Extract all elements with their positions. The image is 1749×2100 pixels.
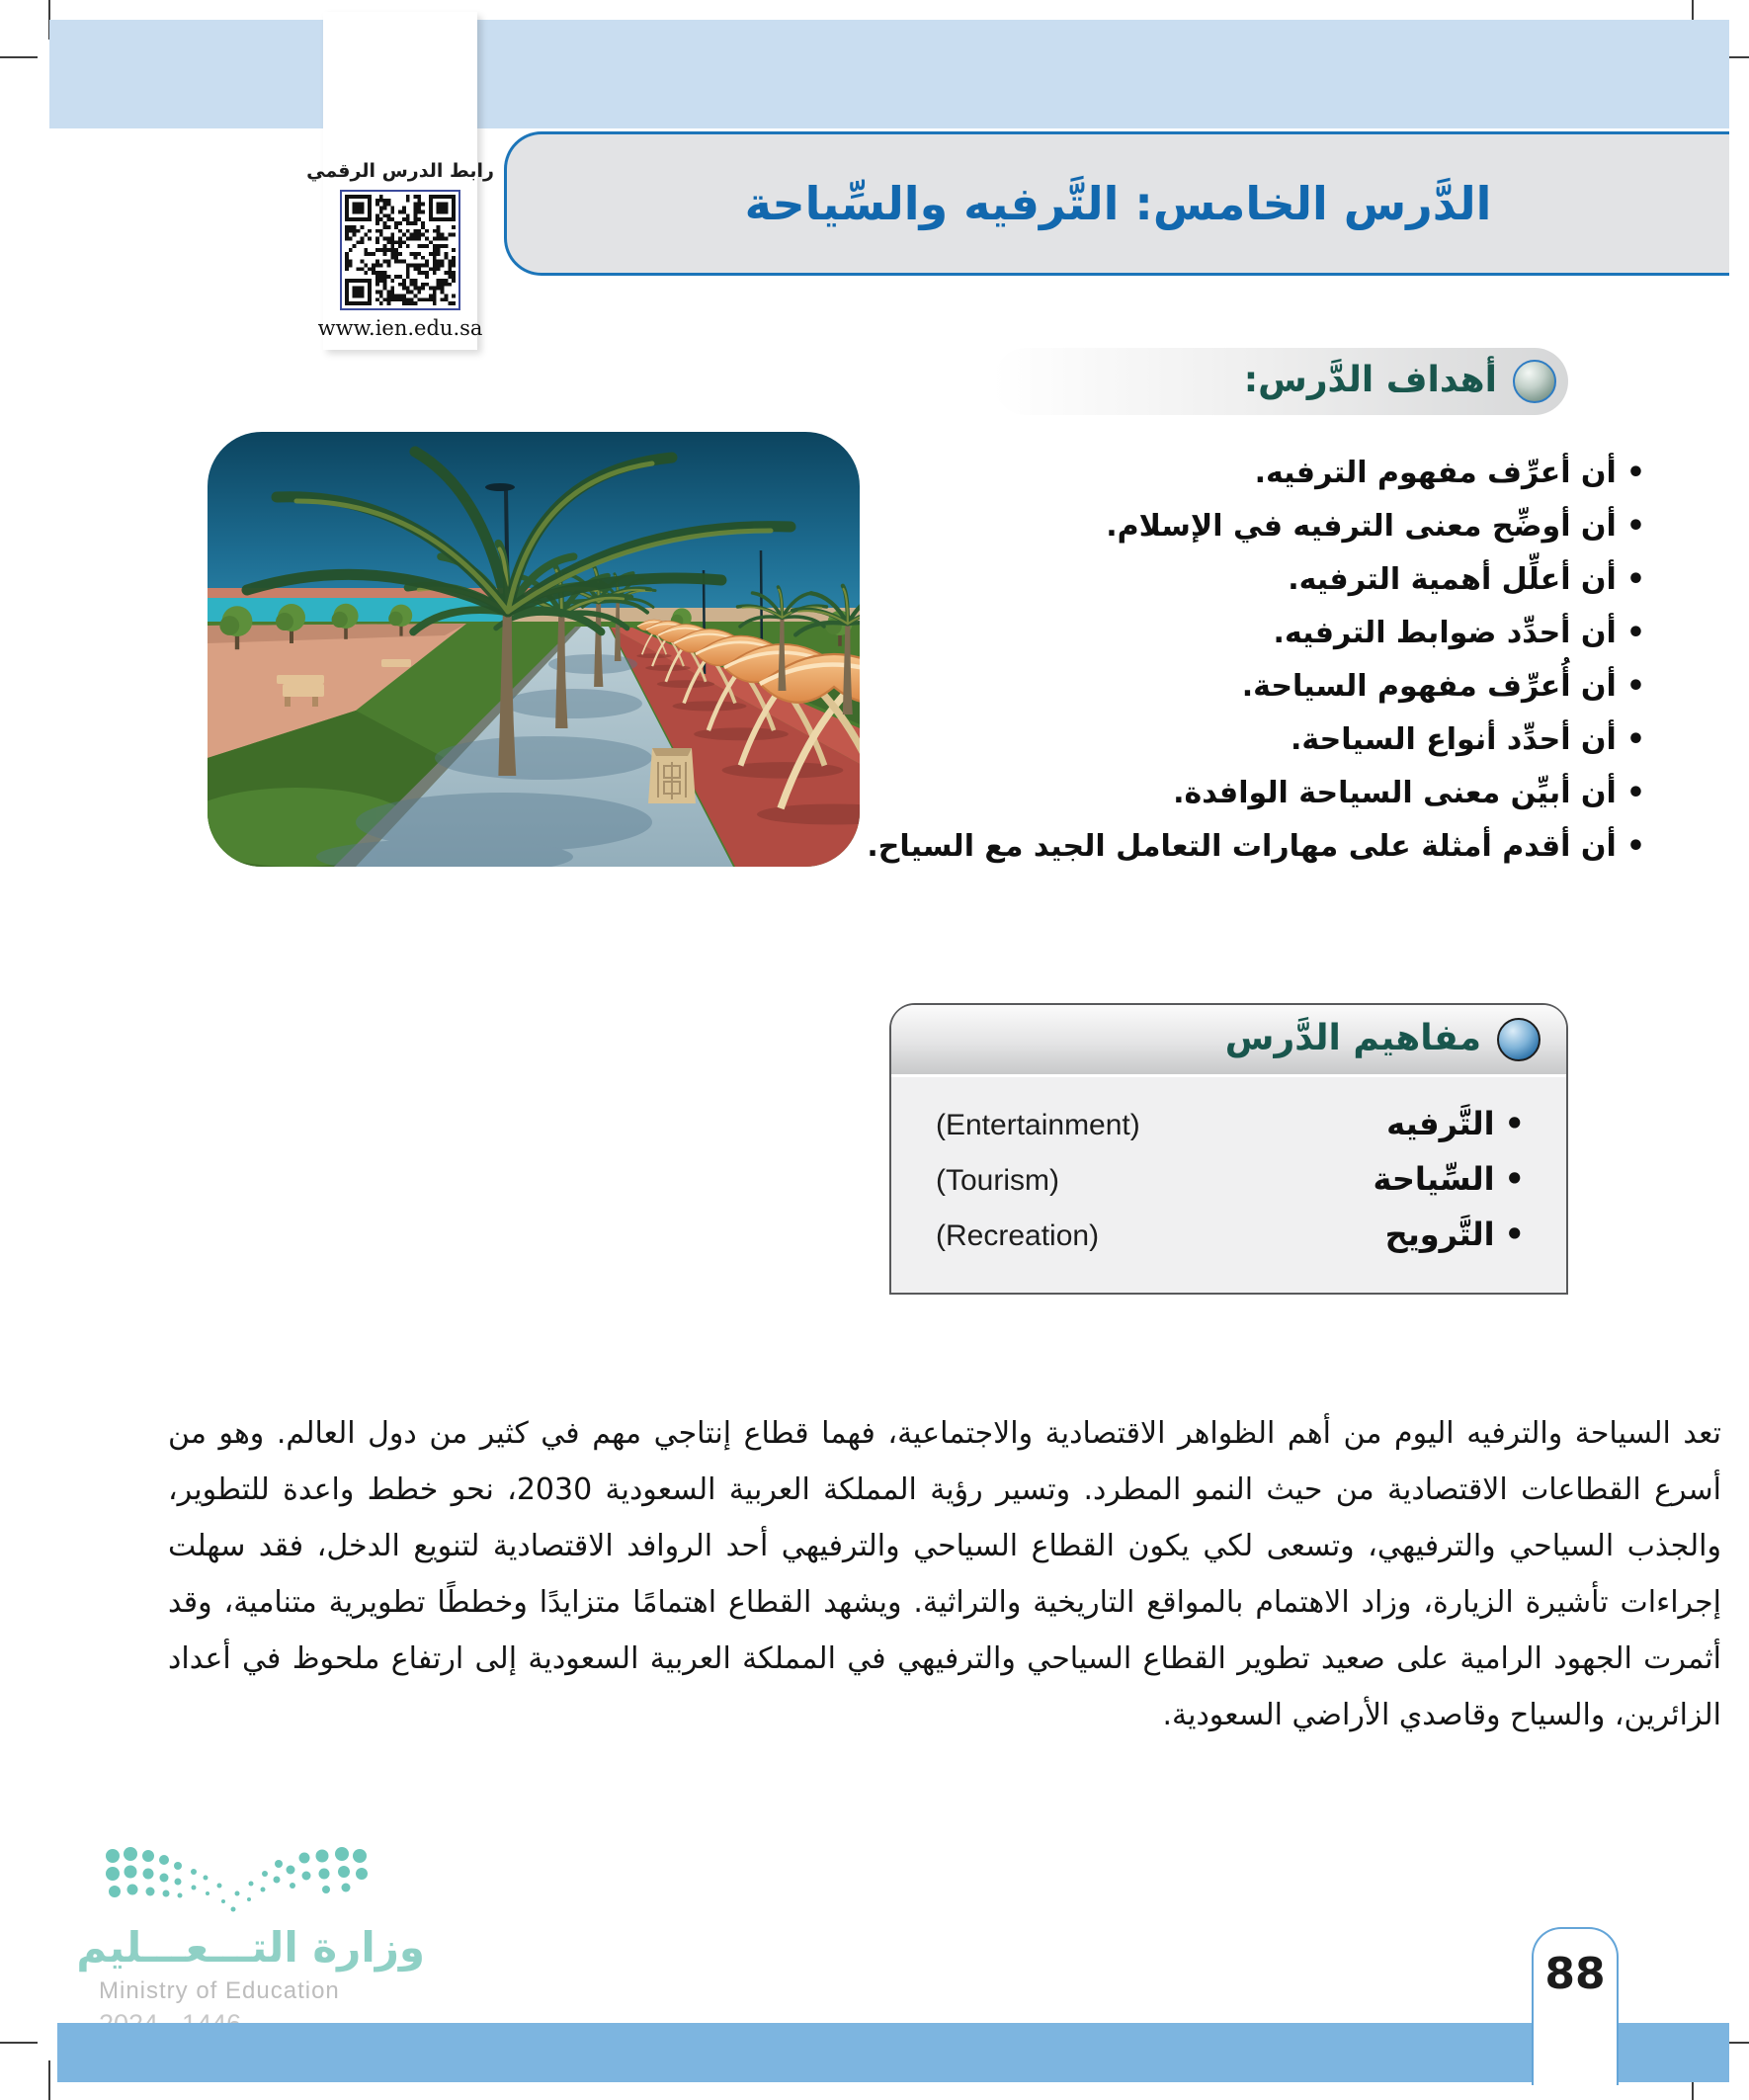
bullet-icon: •	[1625, 669, 1645, 704]
objective-item	[860, 714, 1645, 767]
concepts-heading: مفاهيم الدَّرس	[1224, 1018, 1481, 1058]
lesson-title: الدَّرس الخامس: التَّرفيه والسِّياحة	[744, 177, 1492, 230]
bullet-icon: •	[1625, 616, 1645, 650]
page-number-tab	[1532, 1927, 1619, 2085]
header-band	[49, 20, 1729, 128]
crop-mark	[0, 2042, 38, 2044]
objective-item	[860, 447, 1645, 500]
page-number: 88	[1544, 1949, 1606, 1999]
objective-text: أن أوضِّح معنى الترفيه في الإسلام.	[1106, 509, 1617, 544]
crop-mark	[48, 2060, 50, 2100]
concept-term-text: التَّرويح	[1384, 1216, 1495, 1253]
objective-item	[860, 500, 1645, 553]
bullet-icon: •	[1625, 722, 1645, 757]
objectives-heading: أهداف الدَّرس:	[1243, 360, 1497, 400]
objectives-header	[993, 348, 1568, 415]
objective-item	[860, 767, 1645, 820]
concept-term-text: السِّياحة	[1373, 1160, 1495, 1198]
bullet-icon: •	[1625, 829, 1645, 864]
objective-text: أن أقدم أمثلة على مهارات التعامل الجيد مع السياح.	[867, 829, 1617, 864]
concept-row	[936, 1216, 1525, 1271]
bullet-icon: •	[1625, 776, 1645, 810]
objective-text: أن أعرِّف مفهوم الترفيه.	[1254, 456, 1617, 490]
objective-text: أن أعلِّل أهمية الترفيه.	[1288, 562, 1617, 597]
objective-text: أن أُعرِّف مفهوم السياحة.	[1241, 669, 1617, 704]
objective-text: أن أبيِّن معنى السياحة الوافدة.	[1173, 776, 1617, 810]
objective-item	[860, 660, 1645, 714]
ministry-name-english: Ministry of Education	[99, 1977, 340, 2004]
ministry-name-arabic: وزارة التـــعـــليم	[76, 1923, 425, 1972]
objectives-list	[860, 447, 1645, 874]
sphere-bullet-icon	[1513, 360, 1556, 403]
objective-text: أن أحدِّد ضوابط الترفيه.	[1273, 616, 1617, 650]
qr-url-link[interactable]: www.ien.edu.sa	[317, 316, 483, 340]
lesson-title-box	[504, 131, 1729, 276]
concept-term	[1386, 1105, 1525, 1142]
sphere-bullet-icon	[1497, 1018, 1541, 1061]
qr-code-icon[interactable]	[345, 195, 456, 305]
concepts-box	[889, 1003, 1568, 1295]
bullet-icon: •	[1625, 456, 1645, 490]
concepts-header	[891, 1005, 1566, 1077]
objective-item	[860, 820, 1645, 874]
concept-english: (Recreation)	[936, 1219, 1100, 1252]
concept-row	[936, 1105, 1525, 1160]
concept-term-text: التَّرفيه	[1386, 1105, 1495, 1142]
objective-item	[860, 607, 1645, 660]
qr-frame	[340, 190, 460, 310]
concept-row	[936, 1160, 1525, 1216]
concept-term	[1373, 1160, 1525, 1198]
ministry-logo	[76, 1844, 425, 2040]
concept-term	[1385, 1216, 1525, 1253]
concept-english: (Tourism)	[936, 1164, 1059, 1197]
concepts-rows	[891, 1077, 1566, 1271]
bullet-icon: •	[1504, 1216, 1525, 1253]
crop-mark	[0, 56, 38, 58]
ministry-logo-dots-icon	[99, 1844, 375, 1917]
bullet-icon: •	[1625, 562, 1645, 597]
photo-illustration	[208, 432, 860, 867]
objective-item	[860, 553, 1645, 607]
bullet-icon: •	[1504, 1105, 1525, 1142]
footer-band	[57, 2023, 1729, 2082]
qr-label: رابط الدرس الرقمي	[306, 160, 494, 182]
intro-paragraph: تعد السياحة والترفيه اليوم من أهم الظواهر الاقتصادية والاجتماعية، فهما قطاع إنتاجي مهم في كثير من دول العالم. وهو من أسرع القطاعات الاقتصادية من حيث النمو المطرد. وتسير رؤية المملكة العربية السعودية 2030، نحو خطط واعدة للتطوير، والجذب السياحي والترفيهي، وتسعى لكي يكون القطاع السياحي والترفيهي أحد الروافد الاقتصادية لتنويع الدخل، فقد سهلت إجراءات تأشيرة الزيارة، وزاد الاهتمام بالمواقع التاريخية والتراثية. ويشهد القطاع اهتمامًا متزايدًا وخططًا تطويرية متنامية، وقد أثمرت الجهود الرامية على صعيد تطوير القطاع السياحي والترفيهي في المملكة العربية السعودية إلى ارتفاع ملحوظ في أعداد الزائرين، والسياح وقاصدي الأراضي السعودية.	[168, 1416, 1721, 1732]
bullet-icon: •	[1504, 1160, 1525, 1198]
qr-card	[306, 12, 494, 350]
objective-text: أن أحدِّد أنواع السياحة.	[1291, 722, 1617, 757]
corniche-promenade-photo	[208, 432, 860, 867]
concept-english: (Entertainment)	[936, 1109, 1140, 1141]
bullet-icon: •	[1625, 509, 1645, 544]
